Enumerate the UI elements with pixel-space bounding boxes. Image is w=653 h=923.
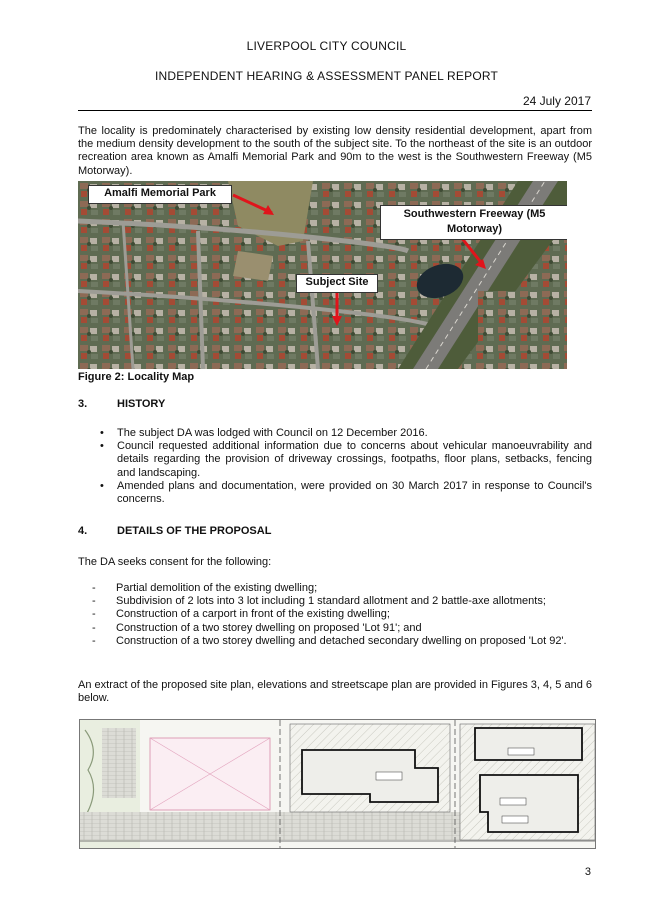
subject-site-label: Subject Site [296,274,378,293]
park-label: Amalfi Memorial Park [88,185,232,204]
proposal-list [78,582,592,648]
section-4-number: 4. [78,525,88,537]
figures-intro: An extract of the proposed site plan, elevations and streetscape plan are provided in Figures 3, 4, 5 and 6 below. [78,679,592,705]
section-4-title: DETAILS OF THE PROPOSAL [117,525,272,537]
section-3-number: 3. [78,398,88,410]
list-item: - Partial demolition of the existing dwelling; [92,582,318,594]
list-item: • Council requested additional information due to concerns about vehicular manoeuvrability and details regarding the provision of driveway crossings, footpaths, floor plans, setbacks, fencing and landscaping. [100,440,592,479]
list-item: - Construction of a two storey dwelling on proposed 'Lot 91'; and [92,621,422,634]
page-number: 3 [584,866,591,878]
freeway-label: Southwestern Freeway (M5 Motorway) [380,205,567,240]
proposal-lead: The DA seeks consent for the following: [78,556,272,568]
list-item: • The subject DA was lodged with Council on 12 December 2016. [100,427,428,439]
header-rule [78,110,592,111]
list-item: - Subdivision of 2 lots into 3 lot including 1 standard allotment and 2 battle-axe allotments; [92,595,546,608]
locality-map [78,181,567,369]
site-plan-drawing [80,720,595,848]
section-3-title: HISTORY [117,398,166,410]
locality-paragraph: The locality is predominately characterised by existing low density residential development, apart from the medium density development to the south of the subject site. To the northeast of the site is an outdoor recreation area known as Amalfi Memorial Park and 90m to the west is the Southwestern Freeway (M5 Motorway). [78,125,592,177]
report-date: 24 July 2017 [522,94,591,108]
list-item: - Construction of a carport in front of the existing dwelling; [92,608,390,621]
section-4-heading [78,525,592,539]
history-list [96,427,592,506]
report-title: INDEPENDENT HEARING & ASSESSMENT PANEL REPORT [154,69,499,83]
list-item: • Amended plans and documentation, were provided on 30 March 2017 in response to Council's concerns. [100,479,592,506]
figure-2-caption: Figure 2: Locality Map [78,371,195,383]
council-name: LIVERPOOL CITY COUNCIL [246,39,407,53]
site-plan-extract [79,719,596,849]
section-3-heading [78,398,592,412]
list-item: - Construction of a two storey dwelling and detached secondary dwelling on proposed 'Lot 92'. [92,634,567,647]
